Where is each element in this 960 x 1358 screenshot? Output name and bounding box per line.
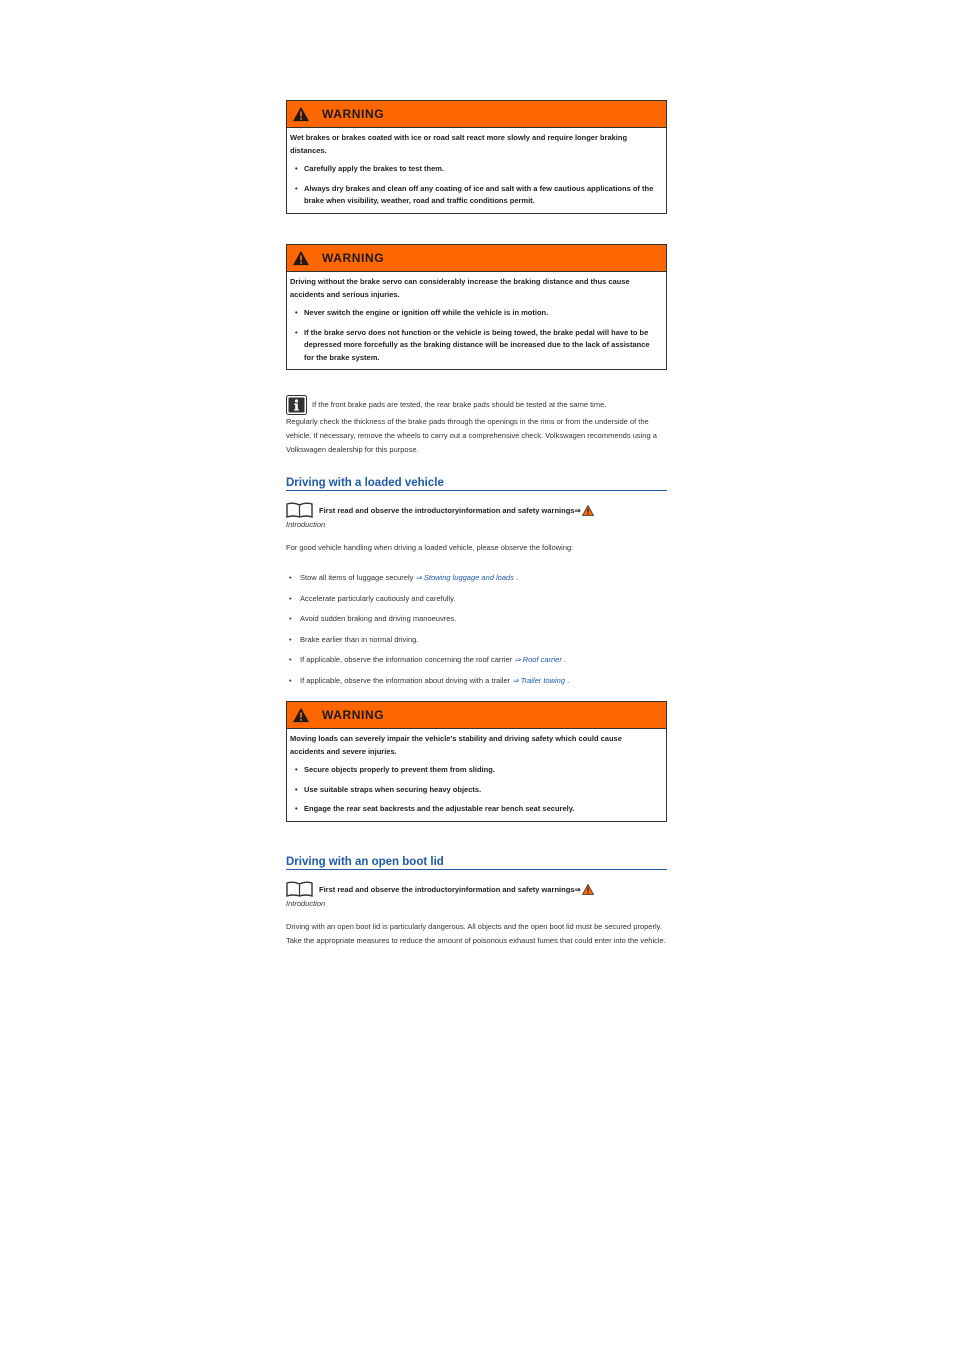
read-first-block bbox=[286, 502, 667, 532]
warning-item: • If the brake servo does not function or the vehicle is being towed, the brake pedal will have to be depressed more forcefully as the braking distance will be increased due to the lack of assistance for the brake system. bbox=[290, 327, 658, 365]
warning-triangle-icon bbox=[292, 250, 310, 266]
book-icon bbox=[286, 502, 313, 518]
arrow-icon: ⇒ bbox=[574, 884, 581, 894]
list-item: • Stow all items of luggage securely ⇒ Stowing luggage and loads . bbox=[286, 572, 667, 593]
arrow-icon: ⇒ bbox=[574, 505, 581, 515]
warning-item: • Engage the rear seat backrests and the adjustable rear bench seat securely. bbox=[290, 803, 658, 816]
list-item: • Accelerate particularly cautiously and carefully. bbox=[286, 593, 667, 614]
warning-title: WARNING bbox=[322, 708, 385, 722]
warning-triangle-icon bbox=[292, 106, 310, 122]
warning-item: • Always dry brakes and clean off any coating of ice and salt with a few cautious applications of the brake when visibility, weather, road and traffic conditions permit. bbox=[290, 183, 658, 208]
link-roof-carrier[interactable]: ⇒ Roof carrier bbox=[514, 655, 562, 664]
warning-triangle-icon bbox=[582, 884, 594, 895]
introduction-link[interactable]: Introduction bbox=[286, 899, 326, 908]
section-heading: Driving with an open boot lid bbox=[286, 856, 667, 870]
warning-triangle-icon bbox=[582, 505, 594, 516]
warning-header bbox=[287, 245, 666, 272]
warning-box-moving-loads bbox=[286, 701, 667, 822]
info-icon bbox=[286, 395, 307, 415]
section-paragraph: For good vehicle handling when driving a loaded vehicle, please observe the following: bbox=[286, 543, 574, 552]
warning-intro: Moving loads can severely impair the vehicle's stability and driving safety which could cause accidents and severe injuries. bbox=[290, 734, 622, 756]
list-item: • Avoid sudden braking and driving manoeuvres. bbox=[286, 613, 667, 634]
warning-triangle-icon bbox=[292, 707, 310, 723]
warning-item: • Secure objects properly to prevent them from sliding. bbox=[290, 764, 658, 777]
read-first-text: First read and observe the introductoryinformation and safety warnings bbox=[319, 505, 575, 515]
warning-item: • Carefully apply the brakes to test them. bbox=[290, 163, 658, 176]
read-first-text: First read and observe the introductoryinformation and safety warnings bbox=[319, 884, 575, 894]
link-stowing-luggage[interactable]: ⇒ Stowing luggage and loads bbox=[415, 573, 514, 582]
warning-intro: Wet brakes or brakes coated with ice or road salt react more slowly and require longer braking distances. bbox=[290, 133, 628, 155]
warning-item: • Never switch the engine or ignition off while the vehicle is in motion. bbox=[290, 307, 658, 320]
introduction-link[interactable]: Introduction bbox=[286, 520, 326, 529]
warning-item: • Use suitable straps when securing heavy objects. bbox=[290, 784, 658, 797]
warning-header bbox=[287, 101, 666, 128]
info-note bbox=[286, 395, 667, 457]
book-icon bbox=[286, 881, 313, 897]
link-trailer-towing[interactable]: ⇒ Trailer towing bbox=[512, 675, 566, 685]
read-first-block bbox=[286, 881, 667, 911]
section-heading: Driving with a loaded vehicle bbox=[286, 477, 667, 491]
note-text: If the front brake pads are tested, the rear brake pads should be tested at the same time. bbox=[312, 400, 607, 409]
warning-box-wet-brakes bbox=[286, 100, 667, 214]
warning-title: WARNING bbox=[322, 251, 385, 265]
list-item: • Brake earlier than in normal driving. bbox=[286, 634, 667, 655]
warning-header bbox=[287, 702, 666, 729]
warning-box-brake-servo bbox=[286, 244, 667, 370]
list-item: • If applicable, observe the information about driving with a trailer ⇒ Trailer towing . bbox=[286, 675, 667, 696]
warning-intro: Driving without the brake servo can considerably increase the braking distance and thus cause accidents and serious injuries. bbox=[290, 277, 630, 299]
list-item: • If applicable, observe the information concerning the roof carrier ⇒ Roof carrier . bbox=[286, 654, 667, 675]
loaded-vehicle-list bbox=[286, 572, 667, 695]
section-paragraph: Driving with an open boot lid is particularly dangerous. All objects and the open boot lid must be secured properly. Take the appropriate measures to reduce the amount of poisonous exhaust fumes that could enter into the vehicle. bbox=[286, 922, 666, 945]
note-paragraph: Regularly check the thickness of the brake pads through the openings in the rims or from the underside of the vehicle. If necessary, remove the wheels to carry out a comprehensive check. Volkswagen recommends using a Volkswagen dealership for this purpose. bbox=[286, 417, 657, 454]
warning-title: WARNING bbox=[322, 107, 385, 121]
